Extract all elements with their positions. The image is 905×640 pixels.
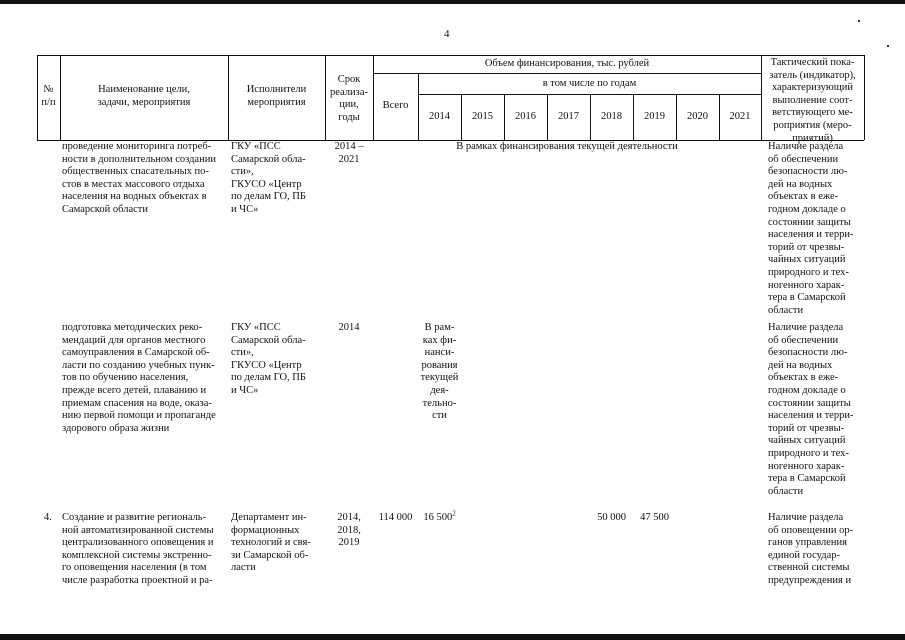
bottom-border <box>0 634 905 640</box>
row-3-2019-value: 47 500 <box>640 512 669 523</box>
col-header-year: 2020 <box>687 111 708 122</box>
row-1-name: проведение мониторинга потреб- ности в дополнительном создании общественных спасательных по- стов в местах массового отдыха населения на водных объектах в Самарской области <box>62 141 216 215</box>
col-header-year: 2018 <box>601 111 622 122</box>
row-3-executors: Департамент ин- формационных технологий и свя- зи Самарской об- ласти <box>231 512 311 574</box>
row-2-funding-note: В рам- ках фи- нанси- рования текущей дея- тельно- сти <box>420 322 459 422</box>
row-3-total: 114 000 <box>378 512 413 523</box>
row-2-name: подготовка методических реко- мендаций для органов местного самоуправления в Самарской об- ласти по созданию учебных пунк- тов по обучению населения, прежде всего детей, плаванию и приемам спасения на воде, оказа- нию первой помощи и пропаганде здорового образа жизни <box>62 322 216 434</box>
page-number: 4 <box>444 28 450 40</box>
row-1-indicator: Наличие раздела об обеспечении безопасности лю- дей на водных объектах в еже- годном докладе о состоянии защиты населения и терри- торий от чрезвы- чайных ситуаций природного и тех- ногенного харак- тера в Самарской области <box>768 141 854 316</box>
row-3-2014-value: 16 $500^2$ <box>423 509 456 523</box>
row-1-term: 2014 – 2021 <box>334 141 364 165</box>
row-2-term: 2014 <box>338 322 360 333</box>
col-header-by-years: в том числе по годам <box>542 78 637 89</box>
scan-speck <box>887 45 889 47</box>
funding-header-line <box>373 73 761 74</box>
table-top-line <box>37 55 864 56</box>
col-header-total: Всего <box>382 100 409 111</box>
col-header-executors: Исполнители мероприятия <box>246 84 307 108</box>
scan-speck <box>858 20 860 22</box>
col-header-year: 2019 <box>644 111 665 122</box>
row-3-indicator: Наличие раздела об оповещении ор- ганов управления единой государ- ственной системы предупреждения и <box>768 512 854 586</box>
footnote-marker: 2 <box>452 509 456 518</box>
row-3-name: Создание и развитие региональ- ной автоматизированной системы централизованного оповещения и комплексной системы экстренно- го оповещения населения (в том числе разработка проектной и ра- <box>62 512 214 586</box>
row-3-number: 4. <box>44 512 52 523</box>
col-header-year: 2015 <box>472 111 493 122</box>
col-header-indicator: Тактический пока- затель (индикатор), характеризующий выполнение соот- ветствующего ме- роприятия (меро- приятий) <box>769 57 856 144</box>
row-1-funding-note: В рамках финансирования текущей деятельности <box>456 141 678 152</box>
col-header-year: 2016 <box>515 111 536 122</box>
col-header-funding: Объем финансирования, тыс. рублей <box>484 58 650 69</box>
col-header-year: 2017 <box>558 111 579 122</box>
top-border <box>0 0 905 4</box>
row-1-executors: ГКУ «ПСС Самарской обла- сти», ГКУСО «Центр по делам ГО, ПБ и ЧС» <box>231 141 306 215</box>
row-2-executors: ГКУ «ПСС Самарской обла- сти», ГКУСО «Центр по делам ГО, ПБ и ЧС» <box>231 322 306 396</box>
col-header-year: 2014 <box>429 111 450 122</box>
col-header-year: 2021 <box>729 111 751 122</box>
row-3-term: 2014, 2018, 2019 <box>337 512 361 549</box>
col-header-number: № п/п <box>41 84 56 108</box>
row-3-2018-value: 50 000 <box>597 512 626 523</box>
col-header-term: Срок реализа- ции, годы <box>330 74 368 123</box>
col-line <box>864 55 865 140</box>
col-header-name: Наименование цели, задачи, мероприятия <box>97 84 191 108</box>
row-2-indicator: Наличие раздела об обеспечении безопасности лю- дей на водных объектах в еже- годном докладе о состоянии защиты населения и терри- торий от чрезвы- чайных ситуаций природного и тех- ногенного харак- тера в Самарской области <box>768 322 854 497</box>
